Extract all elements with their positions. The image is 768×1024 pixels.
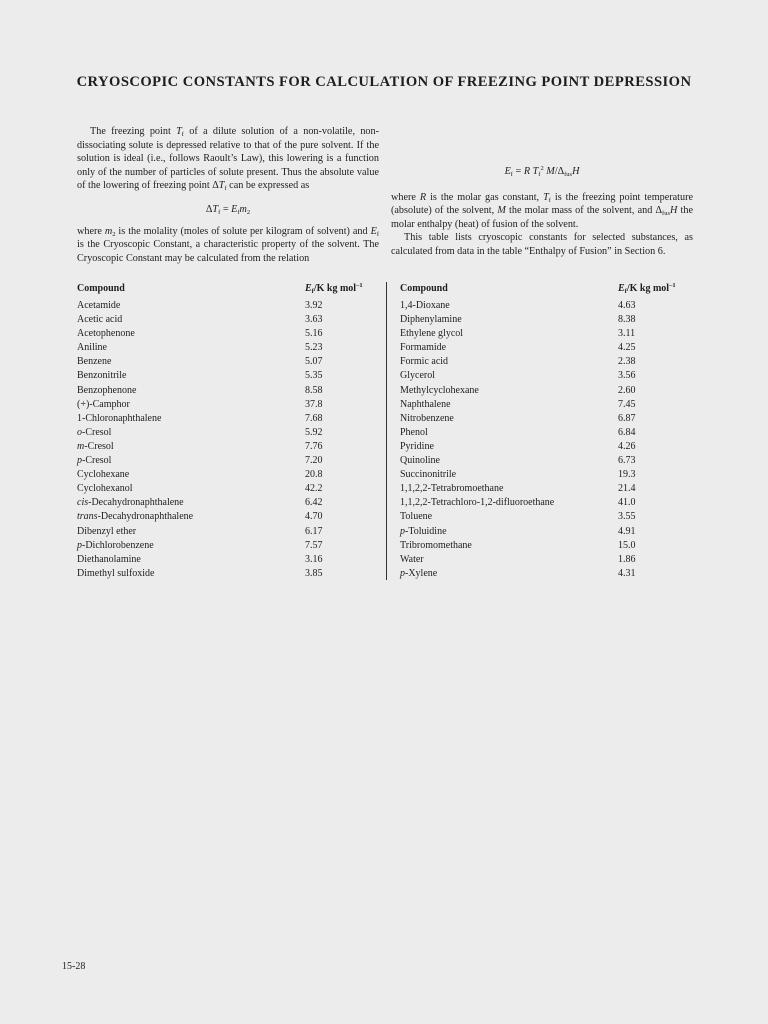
table-row [400,398,690,412]
symbol-h: H [670,205,678,217]
header-sup: –1 [669,282,676,289]
compound-name-text: Naphthalene [400,398,451,410]
compound-name-text: Formamide [400,342,447,354]
compound-name [77,369,299,383]
cryoscopic-value: 7.76 [305,440,323,452]
intro-right-column [391,125,693,259]
cryoscopic-value: 2.60 [618,384,636,396]
cryoscopic-value: 2.38 [618,356,636,368]
compound-name-text: Quinoline [400,455,440,467]
cryoscopic-value: 20.8 [305,469,323,481]
compound-name [400,299,612,313]
eq-part: = [220,203,232,215]
cryoscopic-value: 7.45 [618,398,636,410]
eq-part: = [512,166,524,177]
table-body-right [400,299,690,581]
cryoscopic-value: 21.4 [618,483,636,495]
cryoscopic-value: 3.55 [618,511,636,523]
table-row [400,369,690,383]
compound-name [77,482,305,496]
eq-part: Δ [205,203,213,215]
compound-name [400,468,618,482]
table-row [400,327,690,341]
cryoscopic-value: 7.20 [305,455,323,467]
compound-name [400,553,612,567]
subscript: f [181,131,184,138]
compound-name [77,412,299,426]
cryoscopic-value: 6.84 [618,426,636,438]
symbol-t: T [176,126,182,137]
eq-sub: f [218,208,221,216]
table-row [400,468,690,482]
compound-name [77,440,299,454]
cryoscopic-value: 3.16 [305,553,323,565]
table-row [77,454,377,468]
cryoscopic-value: 3.85 [305,567,323,579]
compound-name-text: Acetophenone [77,328,135,340]
eq-part: T [532,166,539,177]
table-row [400,440,690,454]
text-run: can be expressed as [226,180,310,192]
table-row [400,341,690,355]
header-value [305,283,377,294]
subscript: 2 [112,230,116,238]
eq-part: H [572,166,580,177]
compound-name [77,426,299,440]
cryoscopic-value: 4.91 [618,525,636,537]
table-row [400,525,690,539]
text-run: is the Cryoscopic Constant, a characteristic property of the solvent. The Cryoscopic Constant may be calculated from the relation [77,239,379,264]
eq-sub: fus [564,171,573,178]
cryoscopic-value: 3.11 [618,328,636,340]
cryoscopic-value: 6.42 [305,497,323,509]
text-run: where [77,225,105,237]
compound-name-text: Tribromomethane [400,539,472,551]
table-row [77,369,377,383]
text-run: where [391,191,420,203]
cryoscopic-value: 3.92 [305,300,323,311]
compound-name [77,525,299,539]
compound-name-text: Water [400,553,424,565]
table-row [77,525,377,539]
compound-name [400,412,612,426]
table-row [400,553,690,567]
cryoscopic-value: 3.63 [305,314,323,326]
cryoscopic-value: 4.31 [618,567,636,579]
compound-name-text: -Cresol [82,455,112,467]
compound-prefix: p [400,567,405,579]
compound-name-text: Glycerol [400,370,435,382]
subscript: f [376,230,379,238]
compound-name [400,426,612,440]
table-row [400,313,690,327]
compound-prefix: p [77,455,82,467]
table-row [400,355,690,369]
compound-name [77,355,299,369]
page-number: 15-28 [62,961,86,972]
eq-sub: f [237,208,240,216]
eq-sub: f [510,171,513,178]
intro-paragraph-4: This table lists cryoscopic constants for selected substances, as calculated from data in the table “Enthalpy of Fusion” in Section 6. [391,232,693,257]
symbol-t: T [543,191,549,203]
cryoscopic-value: 15.0 [618,539,636,551]
cryoscopic-value: 5.35 [305,370,323,382]
compound-prefix: p [77,539,82,551]
eq-part: R [523,166,531,177]
compound-name [77,313,299,327]
cryoscopic-value: 4.63 [618,300,636,311]
table-row [77,299,377,313]
compound-name [400,341,612,355]
text-run: is the molality (moles of solute per kilogram of solvent) and [115,225,371,237]
eq-sup: 2 [540,165,544,172]
symbol-e: E [370,225,377,237]
text-run: is the molar gas constant, [426,191,544,203]
table-row [77,341,377,355]
subscript: f [548,196,551,204]
compound-name [77,341,299,355]
header-sup: –1 [356,282,363,289]
compound-prefix: m [77,440,85,452]
table-row [77,496,377,510]
page-title: CRYOSCOPIC CONSTANTS FOR CALCULATION OF FREEZING POINT DEPRESSION [76,74,692,90]
table-header [77,283,377,299]
table-row [77,412,377,426]
intro-left-column [77,125,379,265]
compound-name [400,496,618,510]
table-row [77,539,377,553]
cryoscopic-value: 6.73 [618,455,636,467]
compound-name-text: Diethanolamine [77,553,141,565]
cryoscopic-value: 5.16 [305,328,323,340]
compound-name-text: 1,1,2,2-Tetrabromoethane [400,483,504,495]
compound-name [400,454,612,468]
compound-name-text: 1-Chloronaphthalene [77,412,162,424]
symbol-m: M [497,205,506,217]
subscript: f [224,185,227,193]
header-unit: /K kg mol [313,283,357,294]
eq-part: T [212,203,219,215]
compound-prefix: trans [77,511,98,523]
compound-name-text: -Dichlorobenzene [82,539,154,551]
table-row [400,510,690,524]
compound-name-text: Diphenylamine [400,314,462,326]
intro-paragraph-3 [391,191,693,232]
compound-name [400,355,612,369]
cryoscopic-value: 8.38 [618,314,636,326]
compound-name [400,482,618,496]
cryoscopic-value: 4.25 [618,342,636,354]
compound-name-text: Methylcyclohexane [400,384,479,396]
table-row [400,384,690,398]
equation-cryoscopic-constant [391,165,693,179]
cryoscopic-value: 6.17 [305,525,323,537]
compound-name [400,567,612,581]
cryoscopic-value: 4.26 [618,440,636,452]
compound-name [400,398,612,412]
compound-name [77,327,299,341]
compound-prefix: p [400,525,405,537]
compound-name [77,539,299,553]
table-row [400,482,690,496]
compound-name-text: -Cresol [82,426,112,438]
compound-name-text: Acetamide [77,300,121,311]
compound-prefix: o [77,426,82,438]
header-unit: /K kg mol [626,283,670,294]
eq-part: M [546,166,555,177]
header-sub: f [311,288,314,295]
compound-name [400,510,612,524]
compound-name-text: Aniline [77,342,107,354]
cryoscopic-value: 42.2 [305,483,323,495]
eq-part: E [231,203,238,215]
table-body-left [77,299,377,581]
equation-freezing-point-depression [77,203,379,217]
compound-name-text: Acetic acid [77,314,123,326]
compound-name [77,567,299,581]
cryoscopic-value: 5.23 [305,342,323,354]
compound-name [400,313,612,327]
table-row [400,299,690,313]
eq-sub: f [538,171,541,178]
table-row [400,496,690,510]
cryoscopic-value: 8.58 [305,384,323,396]
compound-name-text: (+)-Camphor [77,398,130,410]
compound-name [77,299,299,313]
compound-name-text: -Decahydronaphthalene [88,497,184,509]
header-compound: Compound [400,283,448,294]
cryoscopic-value: 5.07 [305,356,323,368]
compound-name-text: Benzonitrile [77,370,127,382]
text-run: the molar enthalpy (heat) of fusion of the solvent. [391,205,693,230]
compound-name-text: Cyclohexanol [77,483,133,495]
compound-name [77,553,299,567]
compound-name-text: -Decahydronaphthalene [97,511,194,523]
compound-name-text: Dibenzyl ether [77,525,137,537]
table-row [77,313,377,327]
eq-part: E [504,166,511,177]
table-row [400,539,690,553]
text-run: of a dilute solution of a non-volatile, non-dissociating solute is depressed relative to that of the pure solvent. If the solution is ideal (i.e., follows Raoult’s Law), this lowering is a function only of the number of particles of solute present. Thus the absolute value of the lowering of freezing point Δ [77,126,379,192]
table-right-half [400,283,690,581]
compound-name-text: Phenol [400,426,428,438]
cryoscopic-value: 4.70 [305,511,323,523]
compound-name [400,327,612,341]
text-run: The freezing point [90,126,177,137]
eq-part: m [239,203,247,215]
table-row [77,567,377,581]
cryoscopic-value: 6.87 [618,412,636,424]
table-row [400,412,690,426]
symbol-t: T [218,180,225,192]
compound-name-text: 1,1,2,2-Tetrachloro-1,2-difluoroethane [400,497,555,509]
table-row [77,398,377,412]
compound-name-text: Pyridine [400,440,434,452]
cryoscopic-value: 1.86 [618,553,636,565]
symbol-r: R [419,191,427,203]
compound-name [400,369,612,383]
cryoscopic-value: 7.57 [305,539,323,551]
header-symbol: E [305,283,312,294]
compound-name-text: -Toluidine [405,525,447,537]
eq-part: /Δ [554,166,565,177]
cryoscopic-value: 5.92 [305,426,323,438]
compound-name [77,510,299,524]
compound-name-text: -Xylene [405,567,438,579]
intro-paragraph-1 [77,125,379,193]
compound-name [400,384,612,398]
compound-name-text: Benzophenone [77,384,137,396]
compound-name-text: Cyclohexane [77,469,130,481]
eq-sub: 2 [246,208,251,216]
compound-name [400,440,612,454]
text-run: the molar mass of the solvent, and Δ [505,205,663,217]
compound-name-text: 1,4-Dioxane [400,300,450,311]
table-row [77,553,377,567]
symbol-m: m [104,225,113,237]
table-row [77,482,377,496]
header-sub: f [624,288,627,295]
cryoscopic-value: 41.0 [618,497,636,509]
intro-paragraph-2 [77,225,379,266]
table-row [400,426,690,440]
table-row [77,355,377,369]
table-header [400,283,690,299]
compound-name [77,384,299,398]
compound-name [77,398,305,412]
compound-prefix: cis [77,497,89,509]
compound-name [77,496,299,510]
compound-name [77,468,305,482]
compound-name-text: Formic acid [400,356,449,368]
cryoscopic-value: 3.56 [618,370,636,382]
header-compound: Compound [77,283,125,294]
compound-name [400,525,612,539]
compound-name-text: Dimethyl sulfoxide [77,567,155,579]
compound-name-text: Benzene [77,356,112,368]
compound-name-text: Toluene [400,511,433,523]
table-row [77,510,377,524]
cryoscopic-value: 7.68 [305,412,323,424]
cryoscopic-value: 37.8 [305,398,323,410]
table-row [400,567,690,581]
compound-name-text: Ethylene glycol [400,328,464,340]
text-run: is the freezing point temperature (absolute) of the solvent, [391,191,693,217]
compound-name-text: -Cresol [84,440,114,452]
compound-name-text: Succinonitrile [400,469,457,481]
table-row [77,384,377,398]
subscript: fus [662,210,670,218]
table-row [400,454,690,468]
table-row [77,440,377,454]
header-symbol: E [618,283,625,294]
compound-name [400,539,618,553]
compound-name [77,454,299,468]
table-row [77,327,377,341]
table-row [77,468,377,482]
header-value [618,283,690,294]
compound-name-text: Nitrobenzene [400,412,454,424]
table-left-half [77,283,377,581]
column-divider [386,282,387,580]
table-row [77,426,377,440]
cryoscopic-value: 19.3 [618,469,636,481]
